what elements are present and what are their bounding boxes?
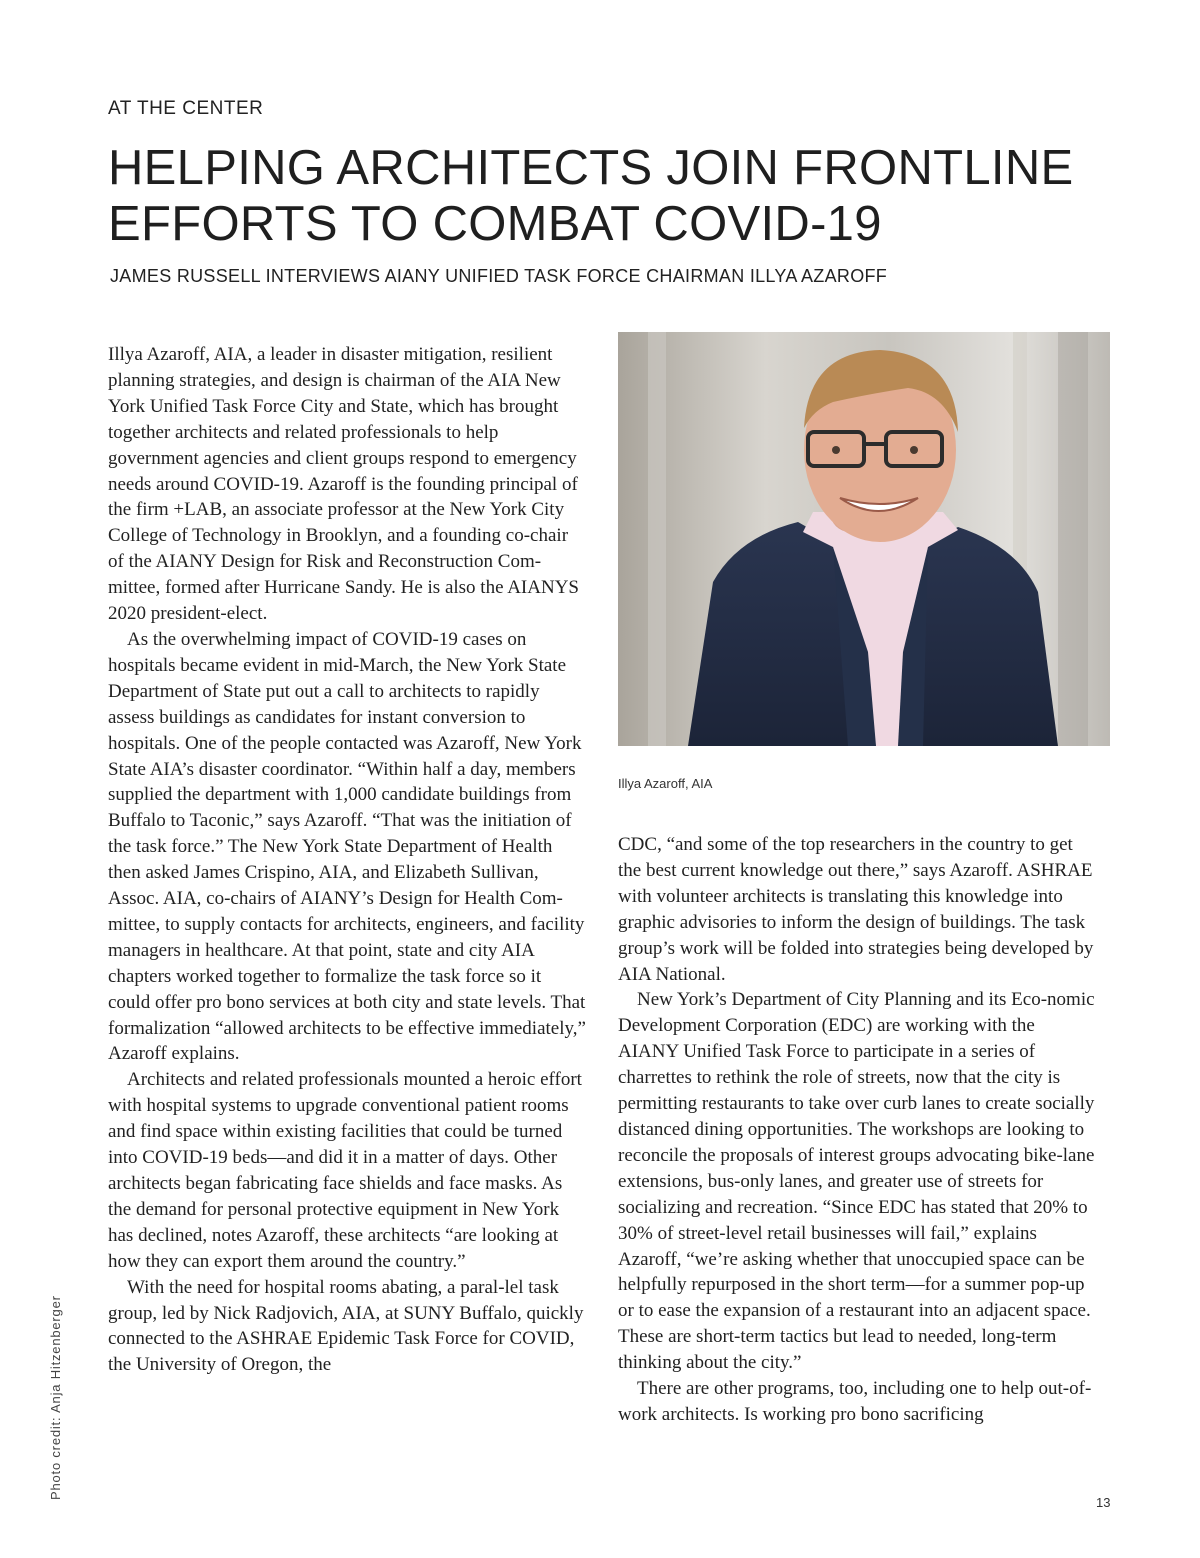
portrait-photo (618, 332, 1110, 746)
photo-caption: Illya Azaroff, AIA (618, 776, 713, 791)
body-column-right (618, 832, 1098, 1428)
body-paragraph: New York’s Department of City Planning and its Eco-nomic Development Corporation (EDC) are working with the AIANY Unified Task Force to participate in a series of charrettes to rethink the role of streets, now that the city is permitting restaurants to take over curb lanes to create socially distanced dining opportunities. The workshops are looking to reconcile the proposals of interest groups advocating bike-lane extensions, bus-only lanes, and greater use of streets for socializing and recreation. “Since EDC has stated that 20% to 30% of street-level retail businesses will fail,” explains Azaroff, “we’re asking whether that unoccupied space can be helpfully repurposed in the short term—for a summer pop-up or to ease the expansion of a restaurant into an adjacent space. These are short-term tactics but lead to needed, long-term thinking about the city.” (618, 989, 1095, 1374)
body-paragraph: Illya Azaroff, AIA, a leader in disaster mitigation, resilient planning strategies, and design is chairman of the AIA New York Unified Task Force City and State, which has brought together architects and related professionals to help government agencies and client groups respond to emergency needs around COVID-19. Azaroff is the founding principal of the firm +LAB, an associate professor at the New York City College of Technology in Brooklyn, and a founding co-chair of the AIANY Design for Risk and Reconstruction Com-mittee, formed after Hurricane Sandy. He is also the AIANYS 2020 president-elect. (108, 344, 579, 625)
body-paragraph: CDC, “and some of the top researchers in the country to get the best current knowledge out there,” says Azaroff. ASHRAE with volunteer architects is translating this knowledge into graphic advisories to inform the design of buildings. The task group’s work will be folded into strategies being developed by AIA National. (618, 834, 1094, 985)
body-paragraph: Architects and related professionals mounted a heroic effort with hospital systems to upgrade conventional patient rooms and find space within existing facilities that could be turned into COVID-19 beds—and did it in a matter of days. Other architects began fabricating face shields and face masks. As the demand for personal protective equipment in New York has declined, notes Azaroff, these architects “are looking at how they can export them around the country.” (108, 1069, 582, 1272)
photo-credit: Photo credit: Anja Hitzenberger (48, 1295, 63, 1500)
body-paragraph: With the need for hospital rooms abating, a paral-lel task group, led by Nick Radjovich, AIA, at SUNY Buffalo, quickly connected to the ASHRAE Epidemic Task Force for COVID, the University of Oregon, the (108, 1276, 584, 1376)
page-number: 13 (1096, 1495, 1111, 1510)
body-column-left (108, 342, 586, 1378)
portrait-illustration (618, 332, 1110, 746)
article-headline: HELPING ARCHITECTS JOIN FRONTLINE EFFORTS TO COMBAT COVID-19 (108, 141, 1074, 251)
body-paragraph: There are other programs, too, including one to help out-of-work architects. Is working pro bono sacrificing (618, 1378, 1092, 1425)
section-label: AT THE CENTER (108, 98, 264, 119)
body-paragraph: As the overwhelming impact of COVID-19 cases on hospitals became evident in mid-March, the New York State Department of State put out a call to architects to rapidly assess buildings as candidates for instant conversion to hospitals. One of the people contacted was Azaroff, New York State AIA’s disaster coordinator. “Within half a day, members supplied the department with 1,000 candidate buildings from Buffalo to Taconic,” says Azaroff. “That was the initiation of the task force.” The New York State Department of Health then asked James Crispino, AIA, and Elizabeth Sullivan, Assoc. AIA, co-chairs of AIANY’s Design for Health Com-mittee, to supply contacts for architects, engineers, and facility managers in healthcare. At that point, state and city AIA chapters worked together to formalize the task force so it could offer pro bono services at both city and state levels. That formalization “allowed architects to be effective immediately,” Azaroff explains. (108, 628, 586, 1065)
article-dek: JAMES RUSSELL INTERVIEWS AIANY UNIFIED TASK FORCE CHAIRMAN ILLYA AZAROFF (110, 266, 888, 286)
